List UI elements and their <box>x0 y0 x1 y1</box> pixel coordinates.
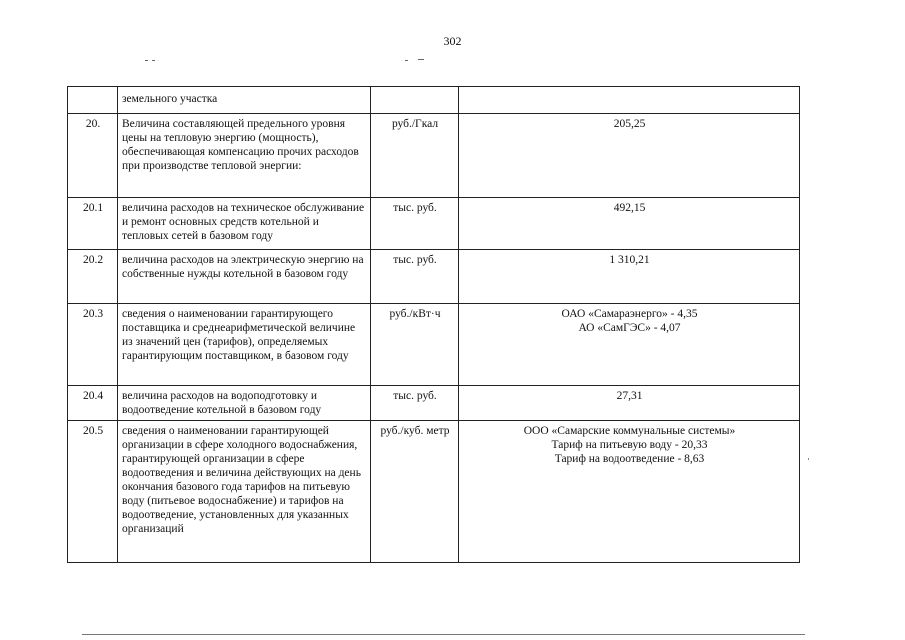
scan-artifact <box>405 60 408 61</box>
row-value <box>459 250 800 304</box>
row-description: величина расходов на водоподготовку и водоотведение котельной в базовом году <box>118 386 371 421</box>
row-value <box>459 304 800 386</box>
row-number: 20.4 <box>68 386 118 421</box>
row-number: 20.5 <box>68 421 118 563</box>
row-description: величина расходов на электрическую энергию на собственные нужды котельной в базовом году <box>118 250 371 304</box>
row-number: 20. <box>68 114 118 198</box>
row-value-line: АО «СамГЭС» - 4,07 <box>578 322 681 334</box>
row-value-line: Тариф на водоотведение - 8,63 <box>554 453 705 465</box>
row-value-line: ООО «Самарские коммунальные системы» <box>523 425 736 437</box>
table-row <box>68 87 800 114</box>
table-row <box>68 250 800 304</box>
row-value-line: 492,15 <box>613 202 646 214</box>
row-description: Величина составляющей предельного уровня цены на тепловую энергию (мощность), обеспечивающая компенсацию прочих расходов при производстве тепловой энергии: <box>118 114 371 198</box>
row-value <box>459 114 800 198</box>
table-row <box>68 198 800 250</box>
row-value <box>459 198 800 250</box>
row-value-line: 27,31 <box>616 390 643 402</box>
row-value <box>459 421 800 563</box>
row-number: 20.1 <box>68 198 118 250</box>
row-description: сведения о наименовании гарантирующей организации в сфере холодного водоснабжения, гарантирующей организации в сфере водоотведения и величина действующих на день окончания базового года тарифов на питьевую воду (питьевое водоснабжение) и тарифов на водоотведение, установленных для указанных организаций <box>118 421 371 563</box>
row-value-line: Тариф на питьевую воду - 20,33 <box>551 439 708 451</box>
scan-artifact <box>418 59 424 60</box>
scan-artifact <box>808 458 809 460</box>
row-description: земельного участка <box>118 87 371 114</box>
row-value <box>459 87 800 114</box>
tariff-table <box>67 86 800 563</box>
row-description: величина расходов на техническое обслуживание и ремонт основных средств котельной и тепловых сетей в базовом году <box>118 198 371 250</box>
row-unit: руб./кВт·ч <box>371 304 459 386</box>
row-value-line: 205,25 <box>613 118 646 130</box>
row-unit: руб./куб. метр <box>371 421 459 563</box>
row-number <box>68 87 118 114</box>
scan-artifact <box>145 60 148 61</box>
page-bottom-rule <box>82 634 805 635</box>
row-value-line: ОАО «Самараэнерго» - 4,35 <box>561 308 698 320</box>
row-number: 20.2 <box>68 250 118 304</box>
table-row <box>68 386 800 421</box>
row-unit: тыс. руб. <box>371 386 459 421</box>
row-value <box>459 386 800 421</box>
table-row <box>68 114 800 198</box>
row-unit: тыс. руб. <box>371 198 459 250</box>
row-unit <box>371 87 459 114</box>
row-number: 20.3 <box>68 304 118 386</box>
table-row <box>68 421 800 563</box>
table-row <box>68 304 800 386</box>
page-number: 302 <box>443 34 462 48</box>
row-value-line: 1 310,21 <box>609 254 650 266</box>
scan-artifact <box>152 60 155 61</box>
row-description: сведения о наименовании гарантирующего поставщика и среднеарифметической величине из значений цен (тарифов), определяемых гарантирующим поставщиком, в базовом году <box>118 304 371 386</box>
row-unit: руб./Гкал <box>371 114 459 198</box>
table-body <box>68 87 800 563</box>
row-unit: тыс. руб. <box>371 250 459 304</box>
